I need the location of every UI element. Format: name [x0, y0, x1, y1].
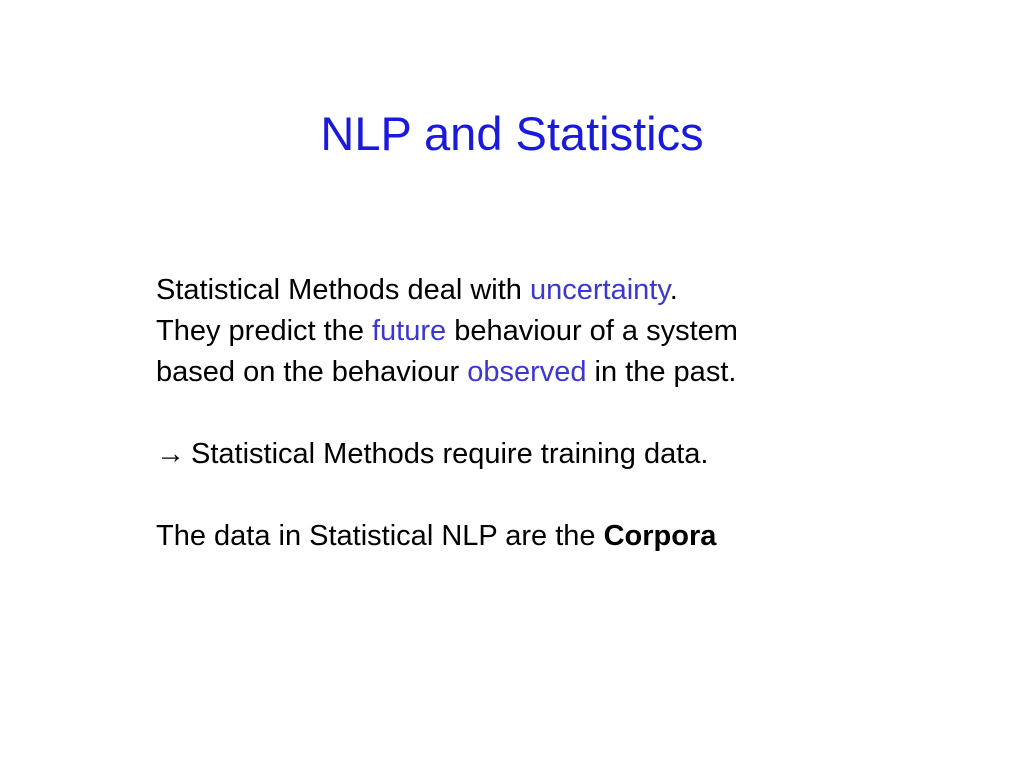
body-line-3 — [156, 352, 916, 393]
spacer — [156, 475, 916, 516]
line-3-end: in the past. — [586, 356, 737, 388]
body-line-2 — [156, 311, 916, 352]
line-1-end: . — [669, 274, 678, 306]
body-line-5 — [156, 516, 916, 557]
bold-corpora: Corpora — [603, 520, 717, 552]
highlight-uncertainty: uncertainty — [529, 274, 670, 306]
corpora-text: The data in Statistical NLP are the — [156, 520, 604, 552]
slide-body — [156, 270, 916, 557]
body-line-1 — [156, 270, 916, 311]
highlight-observed: observed — [467, 356, 587, 388]
paragraph-training-data — [156, 434, 916, 475]
spacer — [156, 393, 916, 434]
highlight-future: future — [372, 315, 447, 347]
line-2-text: They predict the — [156, 315, 372, 347]
line-2-end: behaviour of a system — [446, 315, 738, 347]
body-line-4 — [156, 434, 916, 475]
line-3-text: based on the behaviour — [156, 356, 468, 388]
training-data-text: Statistical Methods require training data. — [191, 438, 709, 470]
paragraph-uncertainty — [156, 270, 916, 393]
line-1-text: Statistical Methods deal with — [156, 274, 530, 306]
paragraph-corpora — [156, 516, 916, 557]
slide-title: NLP and Statistics — [320, 107, 704, 160]
arrow-right-icon: → — [156, 438, 185, 470]
